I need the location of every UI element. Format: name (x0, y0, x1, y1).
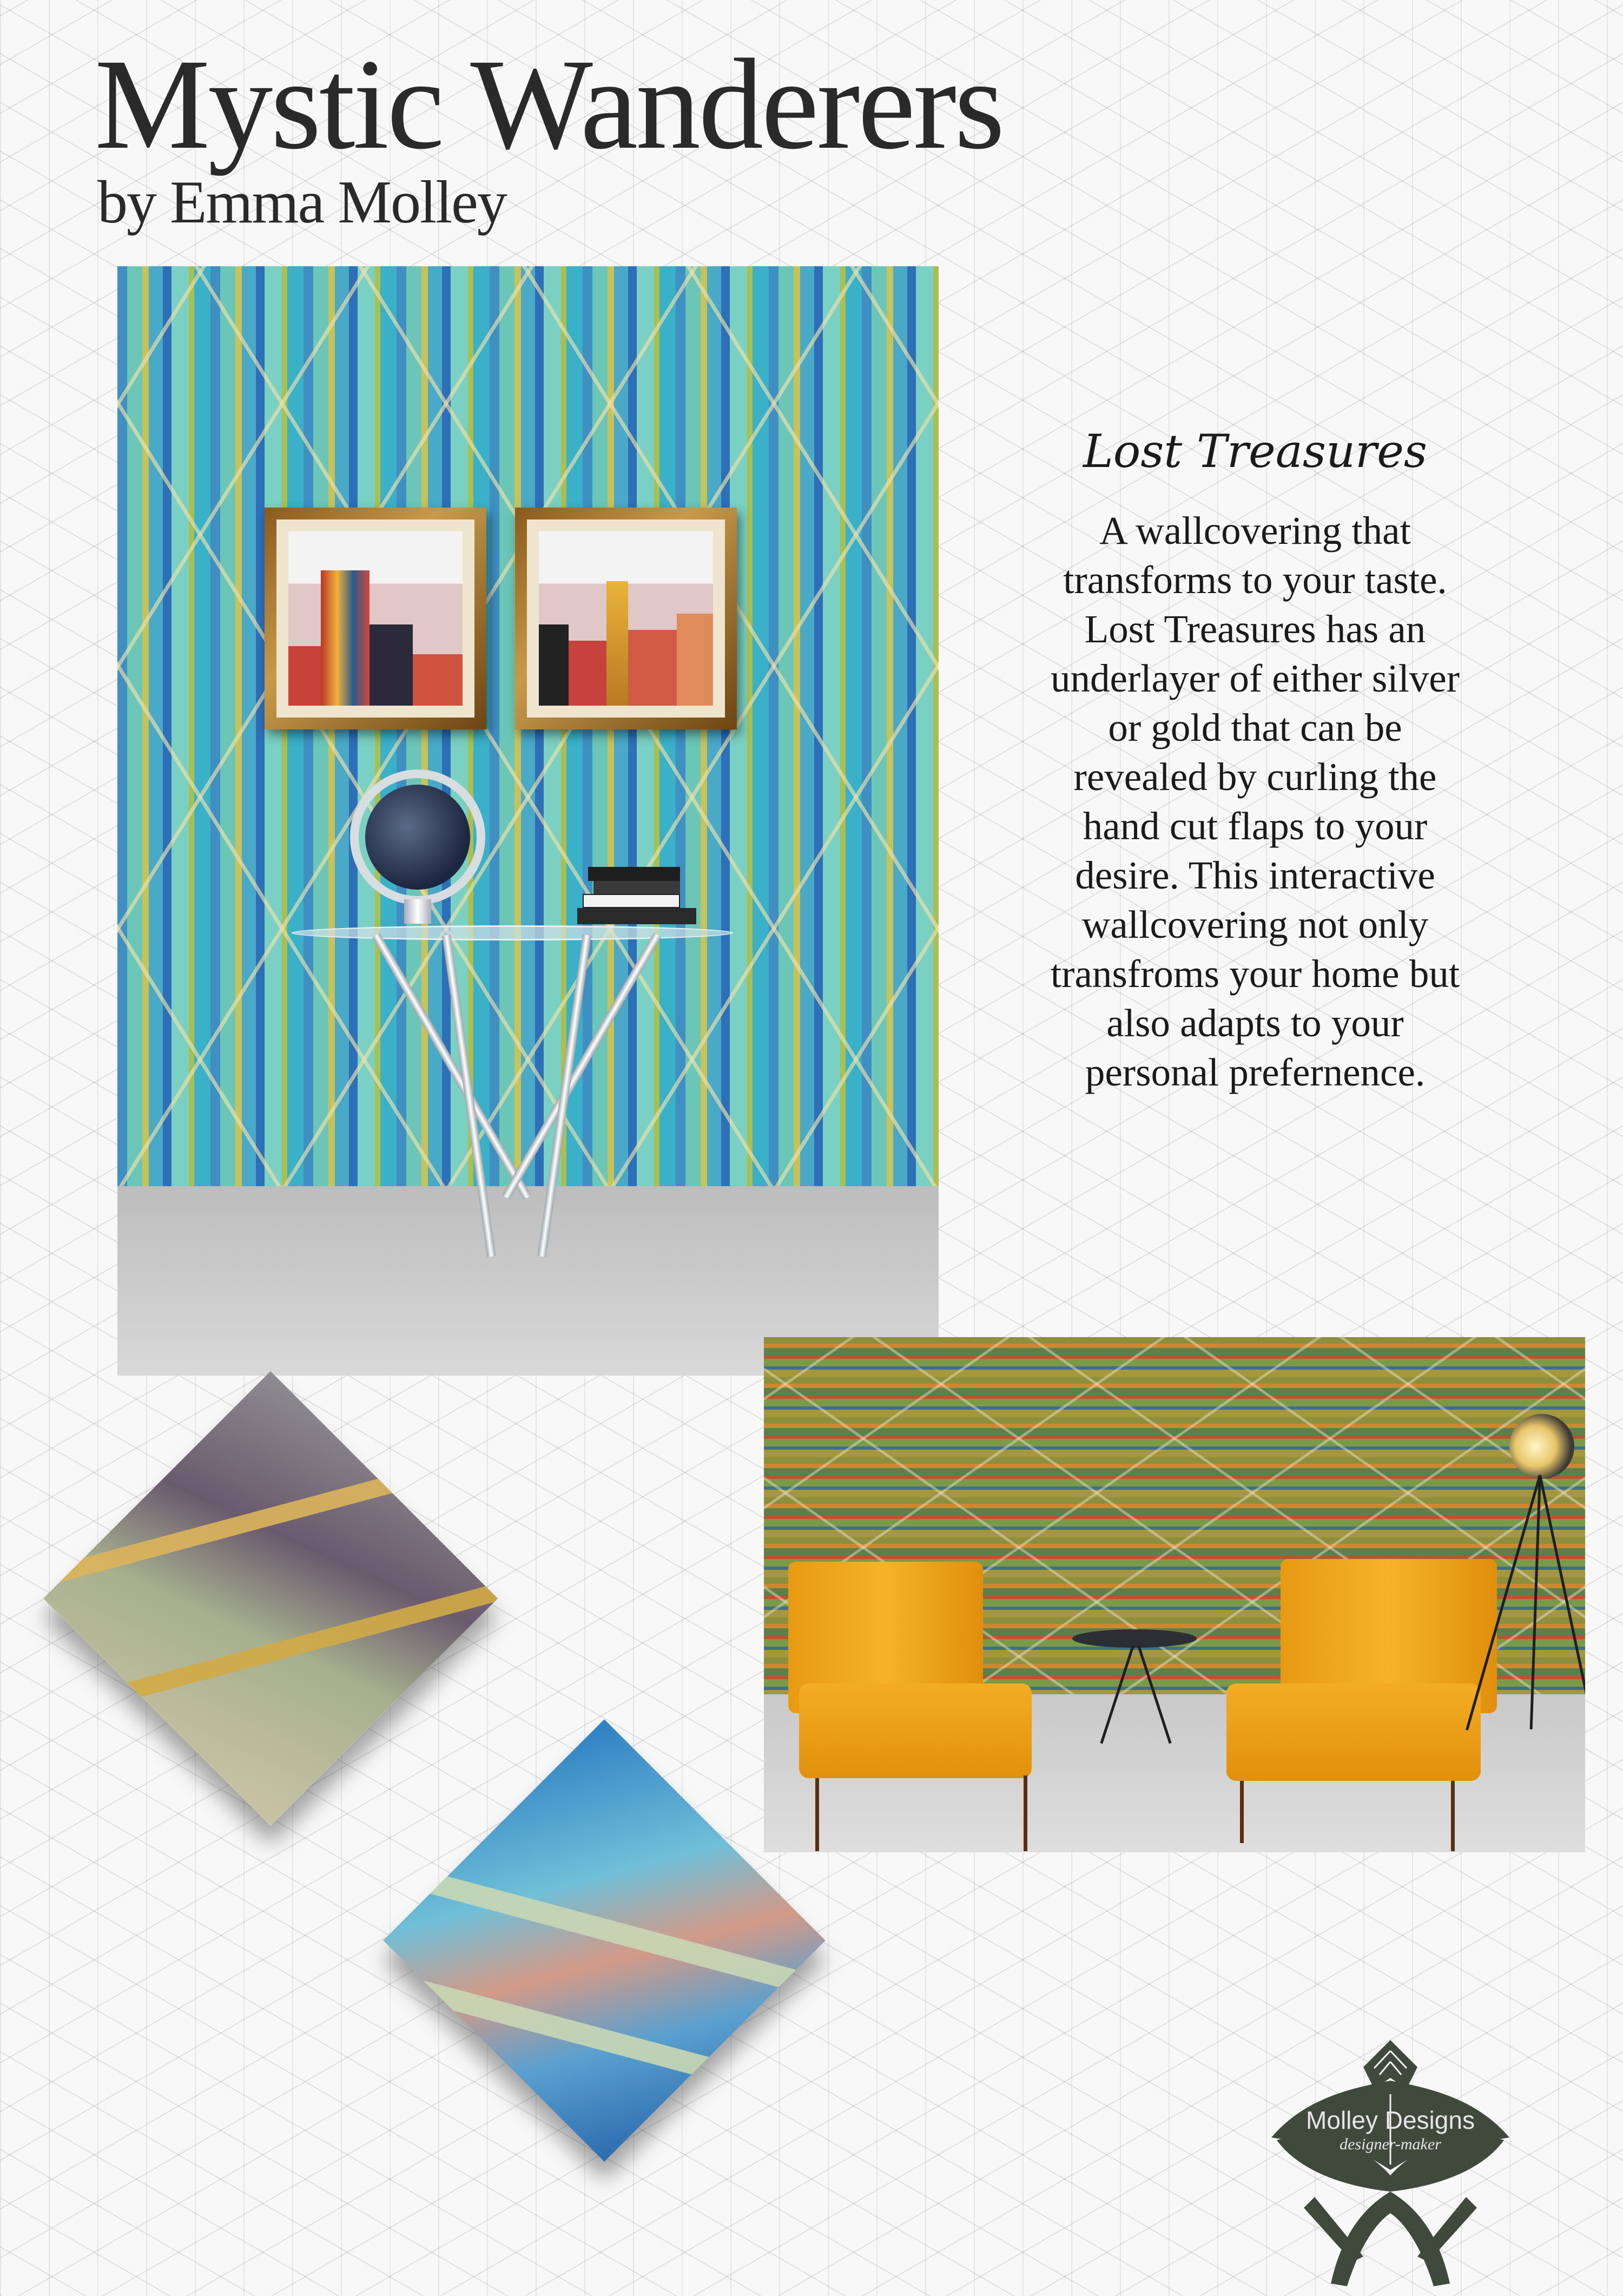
description-line: or gold that can be (1108, 706, 1402, 749)
description-line: also adapts to your (1106, 1001, 1404, 1045)
description-line: hand cut flaps to your (1083, 804, 1428, 848)
console-room-image (117, 266, 939, 1376)
framed-print-right (515, 508, 737, 729)
skyscraper-art-icon (288, 531, 463, 706)
page-title: Mystic Wanderers (95, 32, 1003, 176)
description-line: transfroms your home but (1050, 952, 1460, 996)
logo-name: Molley Designs (1306, 2106, 1475, 2134)
book-stack-icon (588, 867, 680, 881)
page-subtitle: by Emma Molley (97, 169, 506, 236)
city-skyline-art-icon (539, 531, 713, 706)
product-heading: Lost Treasures (1083, 425, 1428, 478)
description-line: revealed by curling the (1073, 755, 1437, 799)
description-line: transforms to your taste. (1063, 558, 1447, 602)
side-table (1072, 1629, 1197, 1648)
lounge-room-image (764, 1337, 1585, 1852)
description-line: wallcovering not only (1081, 903, 1429, 946)
molley-designs-logo-icon (1255, 2029, 1526, 2294)
description-line: personal prefernence. (1085, 1050, 1426, 1094)
product-description (990, 506, 1520, 1097)
logo-tagline: designer-maker (1340, 2135, 1441, 2153)
description-line: Lost Treasures has an (1084, 607, 1426, 651)
globe-icon (365, 785, 470, 890)
description-line: A wallcovering that (1099, 509, 1411, 552)
glass-table-top (292, 925, 733, 940)
description-line: underlayer of either silver (1050, 656, 1460, 700)
framed-print-left (265, 508, 486, 729)
floor-lamp-icon (1509, 1414, 1574, 1479)
description-line: desire. This interactive (1075, 853, 1435, 897)
